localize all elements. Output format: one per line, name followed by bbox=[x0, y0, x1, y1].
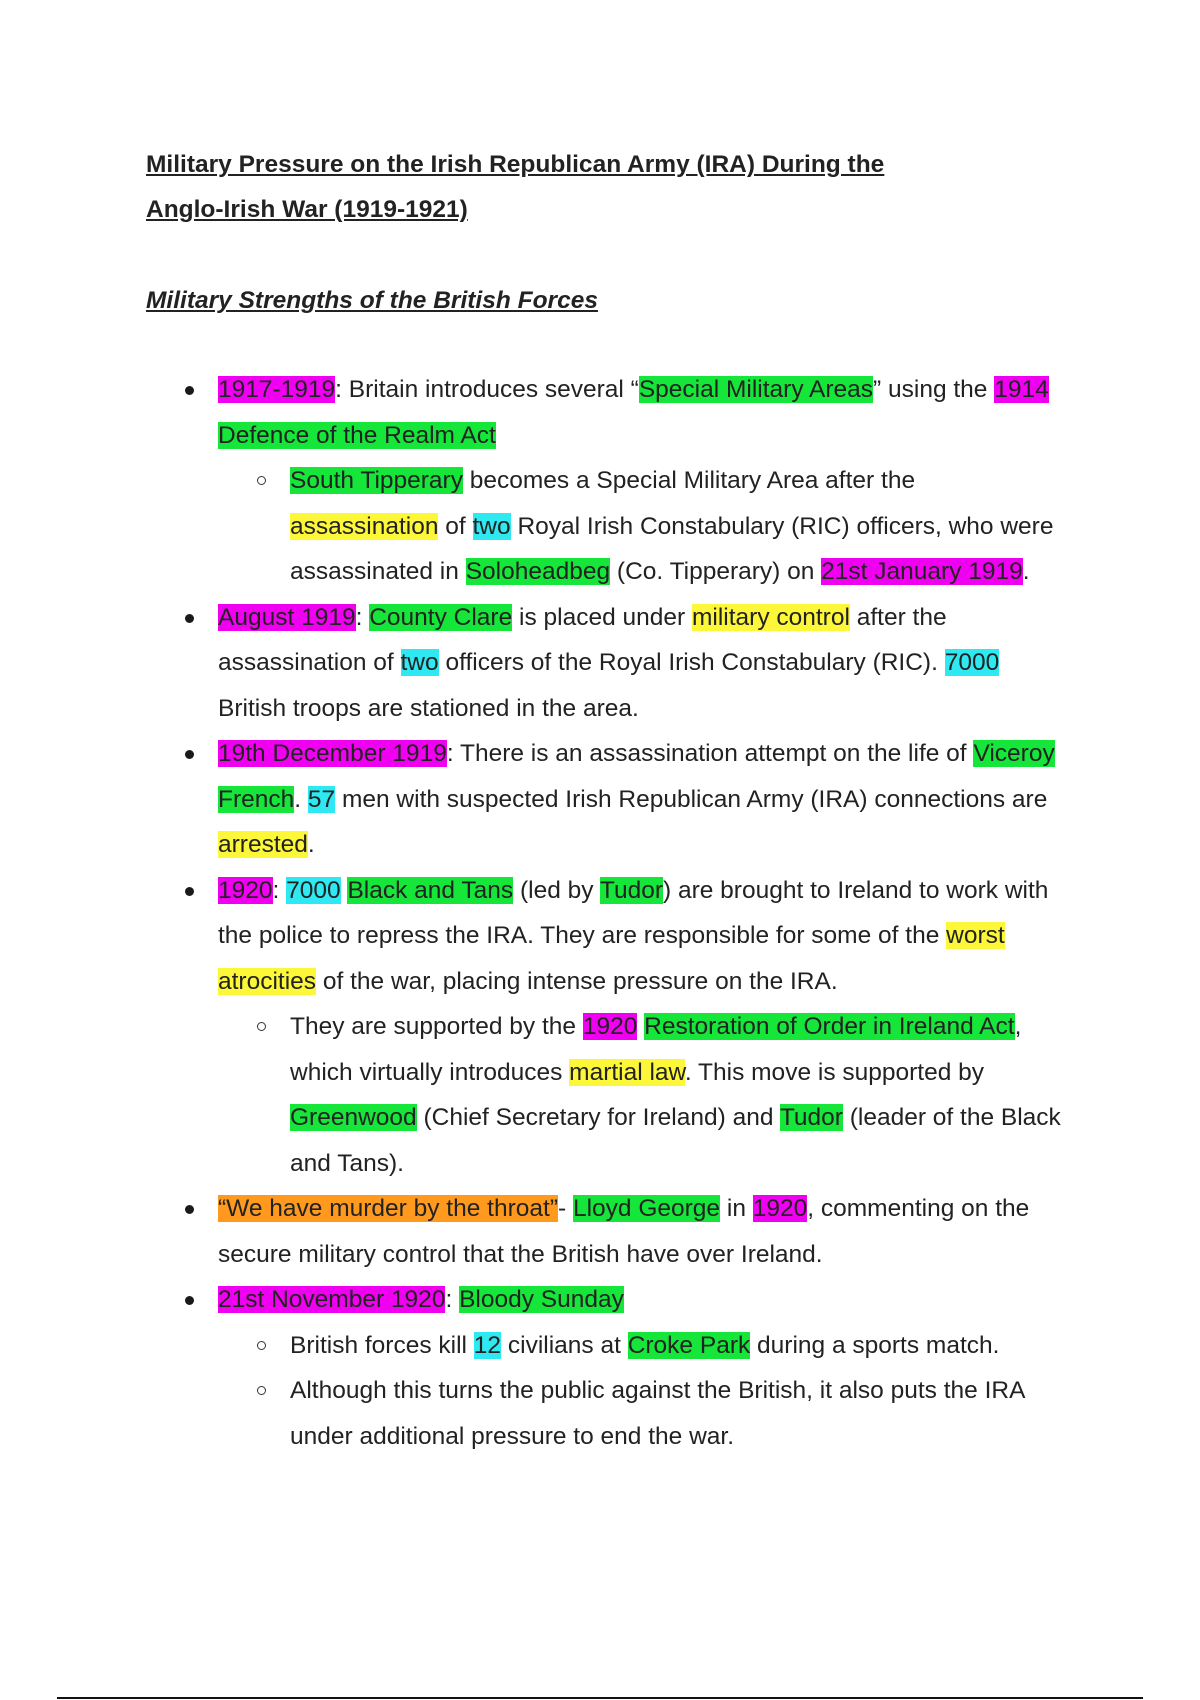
document-body bbox=[146, 142, 1066, 1459]
text-run: : bbox=[445, 1286, 460, 1313]
highlighted-term: County Clare bbox=[369, 603, 513, 631]
sub-bullet-item bbox=[218, 1368, 1066, 1459]
highlighted-term: Defence of the Realm Act bbox=[218, 421, 496, 449]
highlighted-term: 21st November 1920 bbox=[218, 1286, 446, 1313]
highlighted-term: two bbox=[472, 512, 511, 540]
highlighted-term: 12 bbox=[473, 1331, 502, 1359]
highlighted-term: military control bbox=[691, 603, 850, 631]
bullet-item bbox=[146, 367, 1066, 595]
text-run: during a sports match. bbox=[750, 1331, 1000, 1359]
sub-bullet-list bbox=[218, 1004, 1066, 1186]
highlighted-term: Croke Park bbox=[627, 1331, 751, 1359]
text-run: civilians at bbox=[501, 1331, 628, 1359]
highlighted-term: 1920 bbox=[218, 876, 273, 904]
highlighted-term: 19th December 1919 bbox=[218, 740, 447, 767]
text-run: in bbox=[720, 1195, 753, 1222]
text-run: after the assassination of bbox=[218, 603, 947, 676]
text-run: . This move is supported by bbox=[684, 1058, 985, 1086]
highlighted-term: worst atrocities bbox=[218, 922, 1005, 995]
highlighted-term: 57 bbox=[307, 785, 336, 813]
text-run: ) are brought to Ireland to work with the police to repress the IRA. They are responsible for some of the bbox=[218, 876, 1049, 949]
text-run: : bbox=[355, 603, 370, 631]
text-run: Although this turns the public against the British, it also puts the IRA under additional pressure to end the war. bbox=[290, 1377, 1025, 1450]
highlighted-term: Restoration of Order in Ireland Act bbox=[644, 1013, 1015, 1040]
text-run: men with suspected Irish Republican Army (IRA) connections are bbox=[335, 785, 1048, 813]
highlighted-term: 1920 bbox=[582, 1013, 638, 1040]
text-run: - bbox=[557, 1195, 573, 1222]
text-run: : Britain introduces several “ bbox=[335, 376, 639, 403]
highlighted-term: Tudor bbox=[599, 876, 663, 904]
bullet-item bbox=[146, 1277, 1066, 1459]
highlighted-term: Greenwood bbox=[290, 1104, 417, 1131]
text-run: . bbox=[1022, 558, 1030, 585]
text-run: officers of the Royal Irish Constabulary (RIC). bbox=[438, 649, 945, 676]
bullet-item bbox=[146, 731, 1066, 868]
text-run: Royal Irish Constabulary (RIC) officers, who were assassinated in bbox=[290, 512, 1054, 585]
highlighted-term: South Tipperary bbox=[290, 467, 463, 494]
highlighted-term: 1917-1919 bbox=[218, 376, 336, 403]
text-run: . bbox=[307, 831, 315, 858]
highlighted-term: Soloheadbeg bbox=[465, 558, 611, 585]
highlighted-term: 1914 bbox=[994, 376, 1049, 403]
page-bottom-rule bbox=[57, 1697, 1143, 1699]
highlighted-term: August 1919 bbox=[218, 603, 356, 631]
highlighted-term: Viceroy French bbox=[218, 740, 1055, 813]
highlighted-term: 7000 bbox=[944, 649, 1000, 676]
section-heading: Military Strengths of the British Forces bbox=[146, 287, 598, 314]
text-run: (Chief Secretary for Ireland) and bbox=[416, 1104, 780, 1131]
highlighted-term: martial law bbox=[569, 1058, 685, 1086]
text-run: . bbox=[294, 785, 308, 813]
text-run: of the war, placing intense pressure on the IRA. bbox=[316, 967, 838, 995]
text-run: : There is an assassination attempt on the life of bbox=[446, 740, 974, 767]
bullet-item bbox=[146, 1186, 1066, 1277]
sub-bullet-item bbox=[218, 458, 1066, 595]
text-run: , commenting on the secure military control that the British have over Ireland. bbox=[218, 1195, 1030, 1268]
highlighted-term: Black and Tans bbox=[347, 876, 514, 904]
sub-bullet-list bbox=[218, 458, 1066, 595]
bullet-list bbox=[146, 367, 1066, 1459]
text-run: : bbox=[272, 876, 287, 904]
highlighted-term: Lloyd George bbox=[572, 1195, 721, 1222]
highlighted-term: 21st January 1919 bbox=[821, 558, 1023, 585]
text-run: becomes a Special Military Area after the bbox=[462, 467, 916, 494]
title-line-2: Anglo-Irish War (1919-1921) bbox=[146, 196, 468, 223]
text-run: (led by bbox=[513, 876, 600, 904]
highlighted-term: arrested bbox=[218, 831, 308, 858]
text-run: ” using the bbox=[873, 376, 995, 403]
highlighted-term: assassination bbox=[290, 512, 439, 540]
highlighted-term: 7000 bbox=[286, 876, 341, 904]
sub-bullet-item bbox=[218, 1004, 1066, 1186]
text-run: (Co. Tipperary) on bbox=[610, 558, 822, 585]
highlighted-term: Special Military Areas bbox=[638, 376, 874, 403]
text-run: They are supported by the bbox=[290, 1013, 583, 1040]
sub-bullet-item bbox=[218, 1323, 1066, 1369]
text-run: (leader of the Black and Tans). bbox=[290, 1104, 1061, 1177]
highlighted-term: two bbox=[400, 649, 439, 676]
highlighted-term: 1920 bbox=[752, 1195, 808, 1222]
highlighted-term: Tudor bbox=[779, 1104, 843, 1131]
text-run: is placed under bbox=[512, 603, 692, 631]
text-run: British troops are stationed in the area. bbox=[218, 694, 639, 722]
document-title bbox=[146, 142, 1066, 232]
sub-bullet-list bbox=[218, 1323, 1066, 1460]
highlighted-term: “We have murder by the throat” bbox=[218, 1195, 558, 1222]
title-line-1: Military Pressure on the Irish Republican Army (IRA) During the bbox=[146, 151, 885, 178]
bullet-item bbox=[146, 868, 1066, 1187]
text-run: , which virtually introduces bbox=[290, 1013, 1022, 1086]
bullet-item bbox=[146, 595, 1066, 732]
text-run: of bbox=[438, 512, 473, 540]
text-run: British forces kill bbox=[290, 1331, 474, 1359]
highlighted-term: Bloody Sunday bbox=[459, 1286, 624, 1313]
